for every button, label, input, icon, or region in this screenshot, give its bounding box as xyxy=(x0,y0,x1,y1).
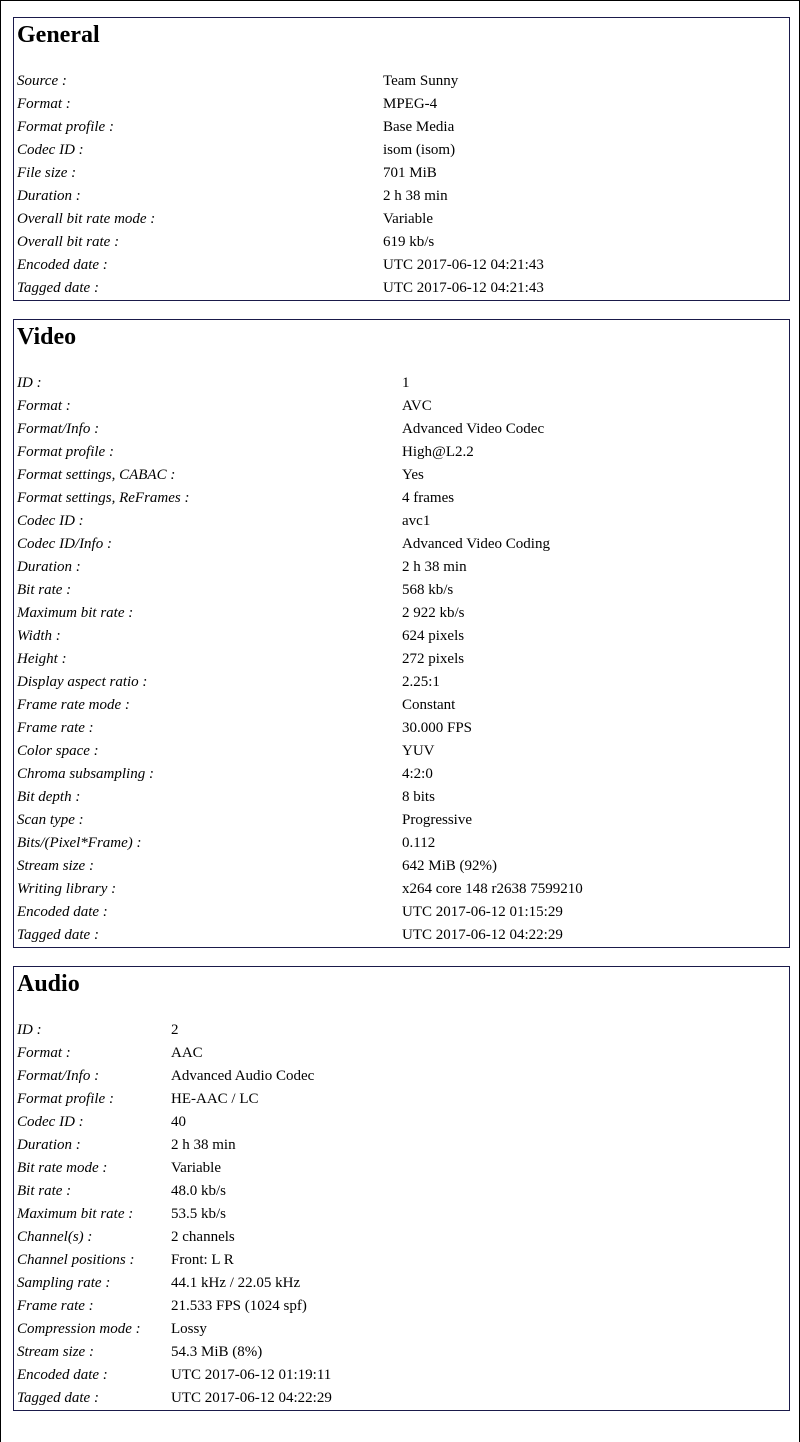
field-label: Format/Info : xyxy=(17,421,100,437)
field-label: Tagged date : xyxy=(17,927,99,943)
field-label: ID : xyxy=(17,375,42,391)
field-label: Writing library : xyxy=(17,881,117,897)
field-label: Maximum bit rate : xyxy=(17,1206,134,1222)
field-value: 8 bits xyxy=(402,789,435,805)
field-value: Advanced Audio Codec xyxy=(171,1068,315,1084)
field-value: Lossy xyxy=(171,1321,207,1337)
field-label: Width : xyxy=(17,628,61,644)
info-row xyxy=(17,116,786,139)
info-row xyxy=(17,533,786,556)
field-label: Format profile : xyxy=(17,444,114,460)
field-value: 4 frames xyxy=(402,490,455,506)
field-value: UTC 2017-06-12 04:22:29 xyxy=(171,1390,332,1406)
field-value: 0.112 xyxy=(402,835,436,851)
info-row xyxy=(17,648,786,671)
field-value: Base Media xyxy=(383,119,455,135)
field-value: 701 MiB xyxy=(383,165,437,181)
field-label: Encoded date : xyxy=(17,257,108,273)
info-row xyxy=(17,510,786,533)
field-label: Format profile : xyxy=(17,1091,114,1107)
field-label: Encoded date : xyxy=(17,904,108,920)
section-title: Video xyxy=(17,324,77,350)
audio-section xyxy=(13,966,790,1411)
field-label: Tagged date : xyxy=(17,1390,99,1406)
field-value: Team Sunny xyxy=(383,73,459,89)
field-value: 2 922 kb/s xyxy=(402,605,465,621)
field-label: Codec ID/Info : xyxy=(17,536,112,552)
info-row xyxy=(17,277,786,300)
field-label: Display aspect ratio : xyxy=(17,674,148,690)
info-row xyxy=(17,625,786,648)
field-label: Color space : xyxy=(17,743,99,759)
field-value: 2 h 38 min xyxy=(171,1137,236,1153)
info-row xyxy=(17,556,786,579)
info-row xyxy=(17,1272,786,1295)
info-row xyxy=(17,464,786,487)
field-label: Scan type : xyxy=(17,812,84,828)
field-value: MPEG-4 xyxy=(383,96,438,112)
field-value: UTC 2017-06-12 04:21:43 xyxy=(383,280,544,296)
field-label: Codec ID : xyxy=(17,1114,84,1130)
field-value: High@L2.2 xyxy=(402,444,474,460)
field-label: ID : xyxy=(17,1022,42,1038)
field-label: Channel(s) : xyxy=(17,1229,93,1245)
info-row xyxy=(17,1019,786,1042)
info-row xyxy=(17,93,786,116)
field-value: Variable xyxy=(383,211,433,227)
info-row xyxy=(17,1249,786,1272)
field-value: Advanced Video Coding xyxy=(402,536,550,552)
field-value: 53.5 kb/s xyxy=(171,1206,227,1222)
field-label: Tagged date : xyxy=(17,280,99,296)
field-value: HE-AAC / LC xyxy=(171,1091,259,1107)
info-row xyxy=(17,441,786,464)
info-row xyxy=(17,901,786,924)
field-value: 44.1 kHz / 22.05 kHz xyxy=(171,1275,301,1291)
field-value: 2 h 38 min xyxy=(402,559,467,575)
field-value: 2 channels xyxy=(171,1229,235,1245)
field-label: Format/Info : xyxy=(17,1068,100,1084)
info-row xyxy=(17,717,786,740)
field-value: UTC 2017-06-12 04:21:43 xyxy=(383,257,544,273)
field-value: 619 kb/s xyxy=(383,234,435,250)
info-row xyxy=(17,855,786,878)
field-label: Frame rate mode : xyxy=(17,697,130,713)
info-row xyxy=(17,1364,786,1387)
field-value: 2 h 38 min xyxy=(383,188,448,204)
field-value: 48.0 kb/s xyxy=(171,1183,227,1199)
info-row xyxy=(17,763,786,786)
info-row xyxy=(17,139,786,162)
field-value: 4:2:0 xyxy=(402,766,433,782)
field-label: Format : xyxy=(17,96,71,112)
info-row xyxy=(17,579,786,602)
field-label: Format settings, ReFrames : xyxy=(17,490,190,506)
field-label: Stream size : xyxy=(17,1344,94,1360)
field-value: Constant xyxy=(402,697,456,713)
field-label: Bits/(Pixel*Frame) : xyxy=(17,835,142,851)
info-row xyxy=(17,395,786,418)
field-value: AAC xyxy=(171,1045,203,1061)
info-row xyxy=(17,70,786,93)
info-row xyxy=(17,1111,786,1134)
field-value: UTC 2017-06-12 04:22:29 xyxy=(402,927,563,943)
field-label: Bit rate mode : xyxy=(17,1160,108,1176)
field-value: Yes xyxy=(402,467,424,483)
field-label: Chroma subsampling : xyxy=(17,766,154,782)
field-value: 30.000 FPS xyxy=(402,720,473,736)
info-row xyxy=(17,1157,786,1180)
field-value: x264 core 148 r2638 7599210 xyxy=(402,881,583,897)
info-row xyxy=(17,185,786,208)
general-section xyxy=(13,17,790,301)
field-label: Frame rate : xyxy=(17,720,94,736)
field-label: Codec ID : xyxy=(17,142,84,158)
info-row xyxy=(17,924,786,947)
field-label: Stream size : xyxy=(17,858,94,874)
field-value: avc1 xyxy=(402,513,431,529)
field-value: UTC 2017-06-12 01:15:29 xyxy=(402,904,563,920)
info-row xyxy=(17,1134,786,1157)
field-value: 2 xyxy=(171,1022,179,1038)
field-label: Overall bit rate mode : xyxy=(17,211,156,227)
field-label: Format settings, CABAC : xyxy=(17,467,176,483)
info-row xyxy=(17,1226,786,1249)
field-label: Codec ID : xyxy=(17,513,84,529)
info-row xyxy=(17,208,786,231)
field-label: Format : xyxy=(17,398,71,414)
field-value: 272 pixels xyxy=(402,651,465,667)
field-value: 1 xyxy=(402,375,410,391)
info-row xyxy=(17,1180,786,1203)
field-label: Compression mode : xyxy=(17,1321,141,1337)
info-row xyxy=(17,1042,786,1065)
field-label: Format profile : xyxy=(17,119,114,135)
field-value: 54.3 MiB (8%) xyxy=(171,1344,263,1360)
field-label: Duration : xyxy=(17,559,81,575)
field-value: UTC 2017-06-12 01:19:11 xyxy=(171,1367,332,1383)
field-label: Duration : xyxy=(17,188,81,204)
info-row xyxy=(17,487,786,510)
section-title: General xyxy=(17,22,100,48)
info-row xyxy=(17,878,786,901)
info-row xyxy=(17,602,786,625)
field-label: Channel positions : xyxy=(17,1252,135,1268)
field-label: Duration : xyxy=(17,1137,81,1153)
field-label: Bit rate : xyxy=(17,1183,72,1199)
info-row xyxy=(17,372,786,395)
field-value: 2.25:1 xyxy=(402,674,440,690)
field-label: File size : xyxy=(17,165,77,181)
info-row xyxy=(17,418,786,441)
field-label: Frame rate : xyxy=(17,1298,94,1314)
field-label: Bit depth : xyxy=(17,789,81,805)
info-row xyxy=(17,231,786,254)
field-value: Variable xyxy=(171,1160,221,1176)
info-row xyxy=(17,1318,786,1341)
field-value: isom (isom) xyxy=(383,142,456,158)
info-row xyxy=(17,1065,786,1088)
info-row xyxy=(17,671,786,694)
section-title: Audio xyxy=(17,971,80,997)
field-value: Advanced Video Codec xyxy=(402,421,545,437)
info-row xyxy=(17,1203,786,1226)
field-value: 21.533 FPS (1024 spf) xyxy=(171,1298,307,1314)
info-row xyxy=(17,1341,786,1364)
field-label: Height : xyxy=(17,651,67,667)
field-value: AVC xyxy=(402,398,432,414)
field-label: Overall bit rate : xyxy=(17,234,120,250)
field-label: Sampling rate : xyxy=(17,1275,111,1291)
info-row xyxy=(17,740,786,763)
video-section xyxy=(13,319,790,948)
field-value: 40 xyxy=(171,1114,186,1130)
field-label: Encoded date : xyxy=(17,1367,108,1383)
info-row xyxy=(17,1088,786,1111)
info-row xyxy=(17,786,786,809)
field-label: Source : xyxy=(17,73,67,89)
field-value: 642 MiB (92%) xyxy=(402,858,497,874)
info-row xyxy=(17,1295,786,1318)
field-label: Maximum bit rate : xyxy=(17,605,134,621)
field-value: 624 pixels xyxy=(402,628,465,644)
info-row xyxy=(17,162,786,185)
info-row xyxy=(17,1387,786,1410)
field-value: YUV xyxy=(402,743,435,759)
field-value: Progressive xyxy=(402,812,472,828)
info-row xyxy=(17,254,786,277)
field-label: Format : xyxy=(17,1045,71,1061)
field-label: Bit rate : xyxy=(17,582,72,598)
info-row xyxy=(17,832,786,855)
info-row xyxy=(17,809,786,832)
field-value: Front: L R xyxy=(171,1252,234,1268)
field-value: 568 kb/s xyxy=(402,582,454,598)
info-row xyxy=(17,694,786,717)
